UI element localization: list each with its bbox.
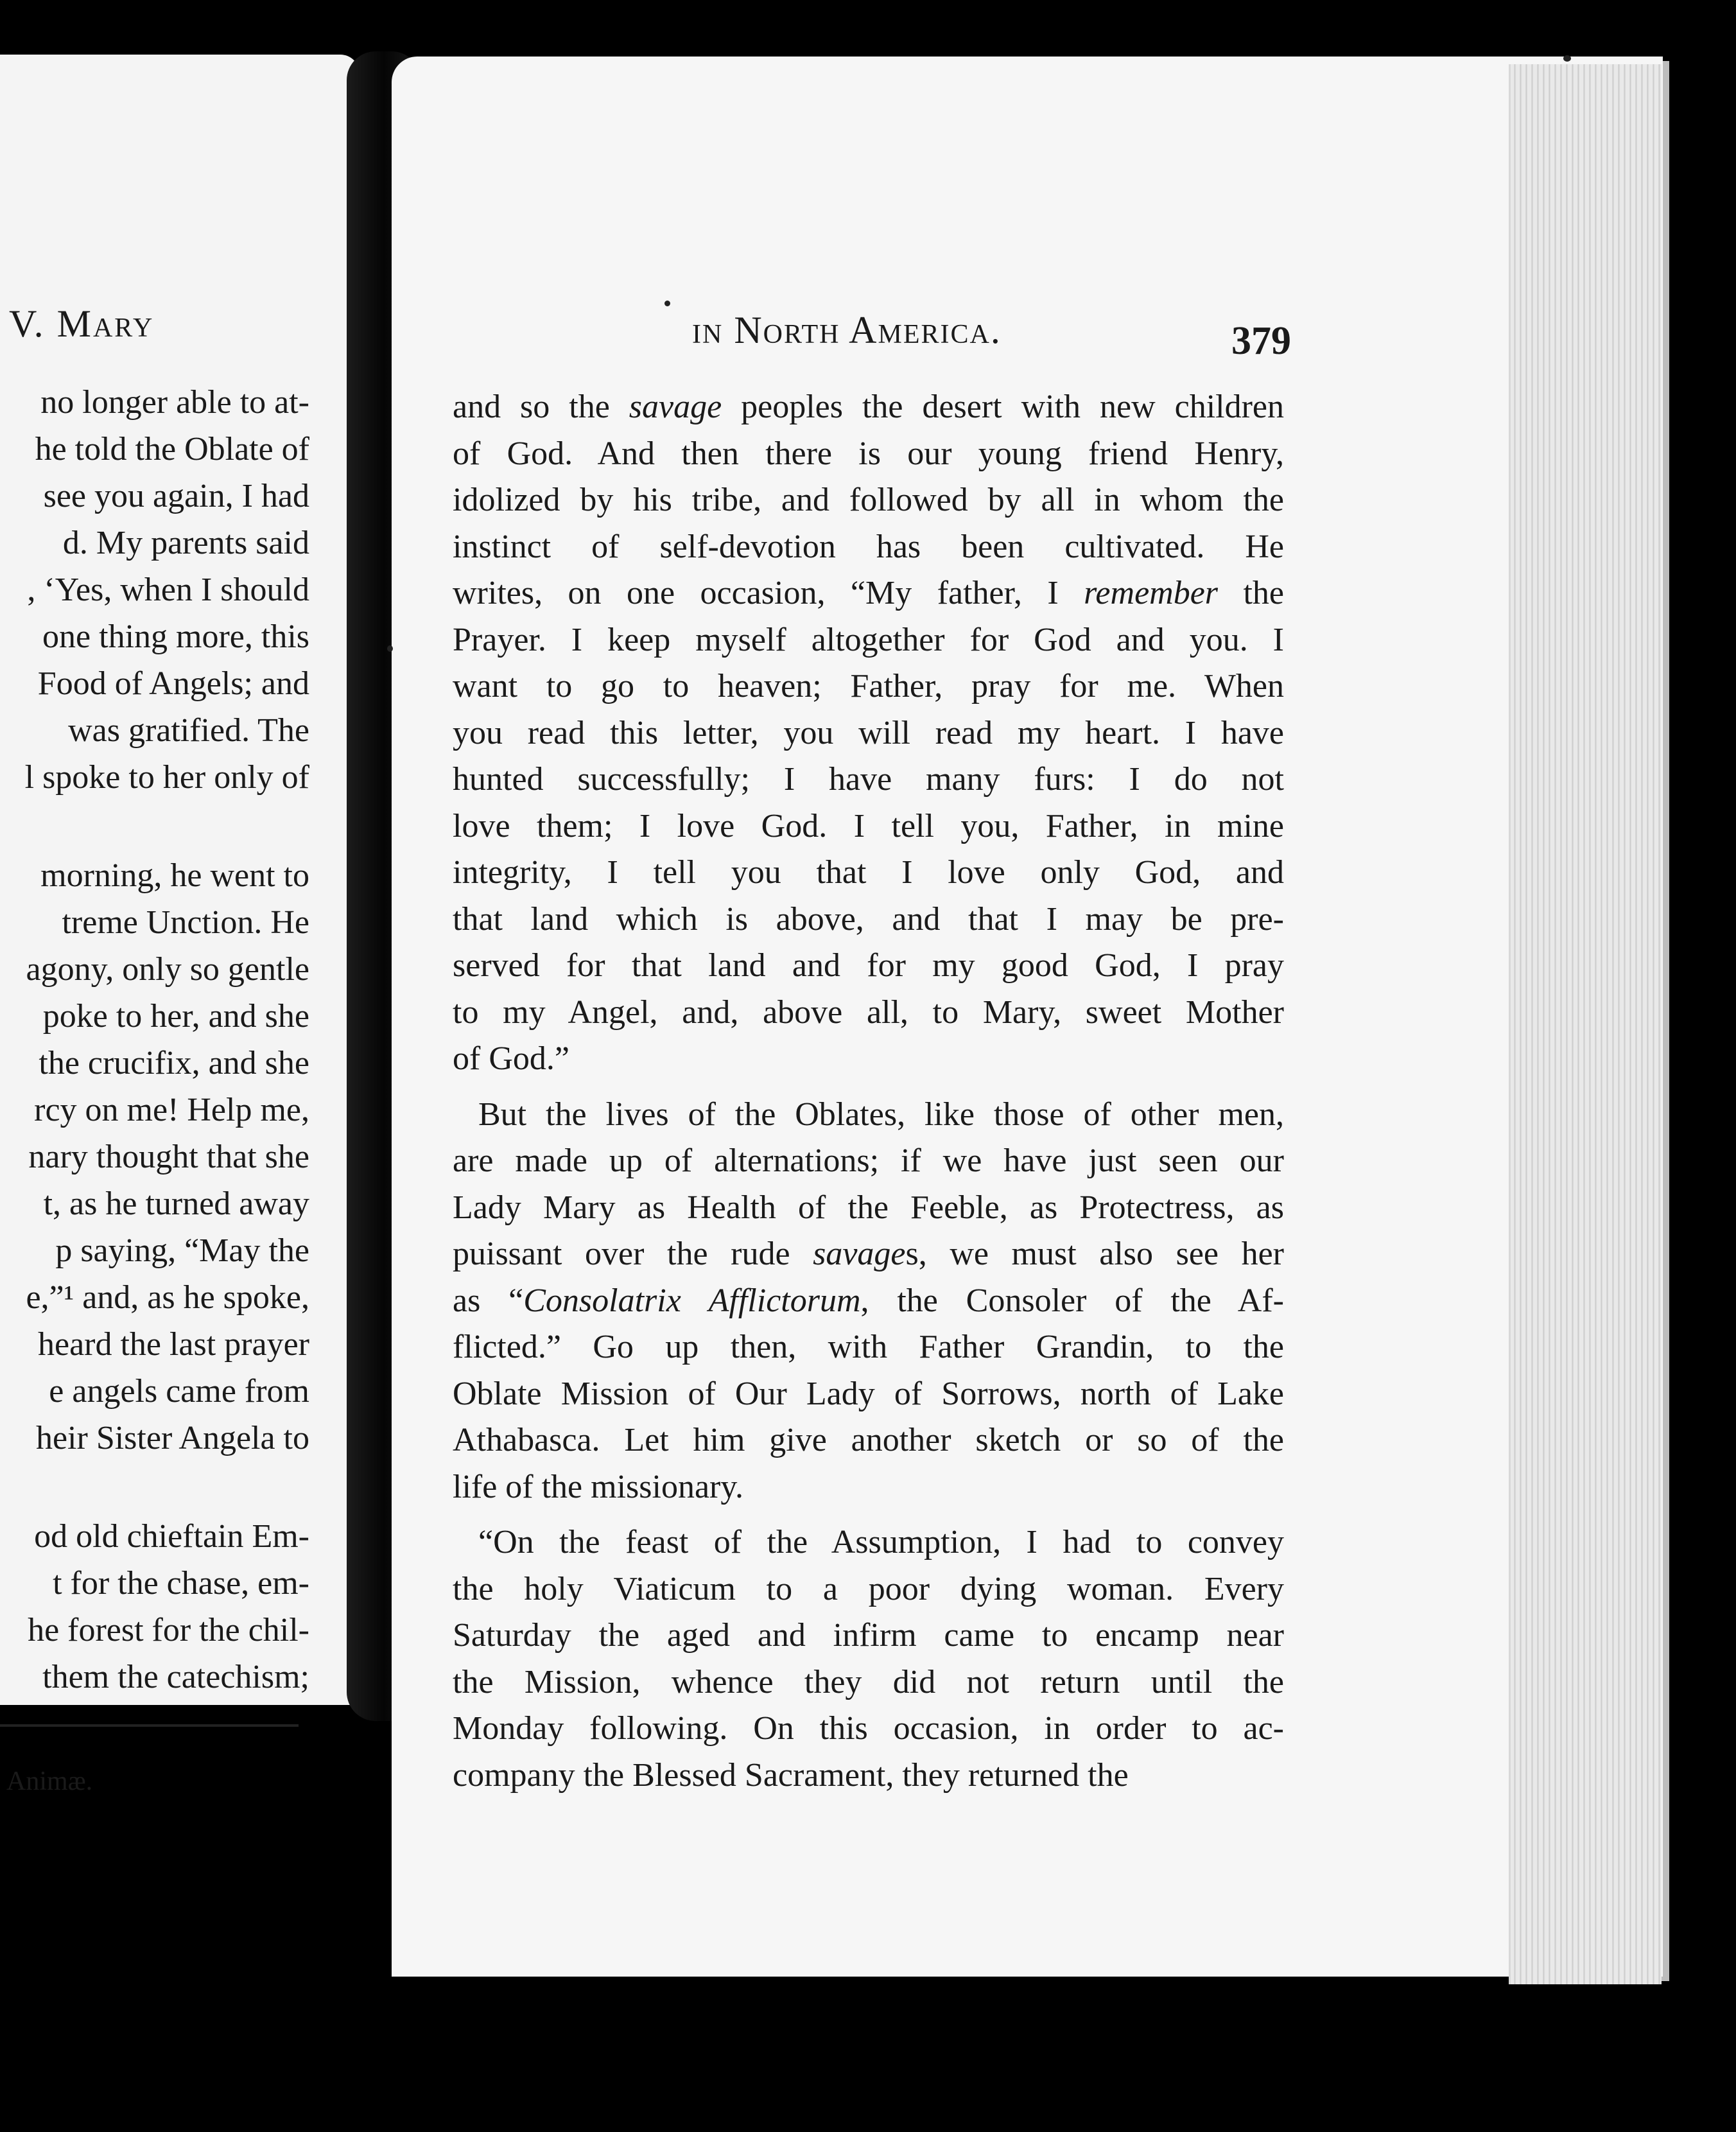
text-line: are made up of alternations; if we have just seen our — [453, 1142, 1284, 1179]
text-line: rcy on me! Help me, — [34, 1092, 309, 1128]
text-line: of God.” — [453, 1040, 569, 1077]
text-line: Food of Angels; and — [37, 665, 309, 702]
text-line: e angels came from — [49, 1373, 309, 1410]
text-line: served for that land and for my good God, I pray — [453, 947, 1284, 984]
text-line: Prayer. I keep myself altogether for God and you. I — [453, 621, 1284, 658]
left-footnote: Animæ. — [6, 1767, 93, 1796]
text-line: to my Angel, and, above all, to Mary, sweet Mother — [453, 993, 1284, 1031]
text-line: company the Blessed Sacrament, they returned the — [453, 1756, 1129, 1794]
text-line: “On the feast of the Assumption, I had to convey — [478, 1524, 1284, 1560]
text-line: Oblate Mission of Our Lady of Sorrows, north of Lake — [453, 1375, 1284, 1412]
text-line: morning, he went to — [40, 857, 309, 894]
text-line: the holy Viaticum to a poor dying woman. Every — [453, 1570, 1284, 1607]
text-line: life of the missionary. — [453, 1468, 743, 1505]
text-line: od old chieftain Em- — [34, 1518, 309, 1555]
text-line: idolized by his tribe, and followed by all in whom the — [453, 482, 1284, 518]
text-line: puissant over the rude savages, we must also see her — [453, 1236, 1284, 1272]
text-line: treme Unction. He — [62, 904, 309, 941]
text-line: integrity, I tell you that I love only God, and — [453, 854, 1284, 891]
text-line: was gratified. The — [68, 712, 309, 749]
text-line: poke to her, and she — [42, 998, 309, 1035]
text-line: t for the chase, em- — [53, 1565, 309, 1602]
text-line: you read this letter, you will read my heart. I have — [453, 714, 1284, 751]
text-line: want to go to heaven; Father, pray for me. When — [453, 668, 1284, 704]
running-head: in North America. — [692, 309, 1002, 351]
text-line: , ‘Yes, when I should — [27, 572, 309, 608]
text-line: them the catechism; — [42, 1659, 309, 1695]
text-line: Monday following. On this occasion, in order to ac- — [453, 1710, 1284, 1747]
left-page-text — [0, 379, 309, 1700]
text-line: d. My parents said — [62, 525, 309, 561]
text-line: agony, only so gentle — [26, 951, 309, 988]
stacked-page-edges — [1509, 64, 1662, 1984]
text-line: and so the savage peoples the desert with new children — [453, 389, 1284, 425]
text-line: of God. And then there is our young friend Henry, — [453, 435, 1284, 472]
text-line: heir Sister Angela to — [35, 1420, 309, 1456]
text-line: hunted successfully; I have many furs: I do not — [453, 761, 1284, 798]
text-line: he forest for the chil- — [28, 1612, 309, 1648]
text-line: writes, on one occasion, “My father, I remember the — [453, 575, 1285, 611]
main-text-block — [453, 384, 1284, 1799]
text-line: love them; I love God. I tell you, Father, in mine — [453, 807, 1284, 844]
text-line: that land which is above, and that I may be pre- — [453, 900, 1284, 938]
left-running-head: V. Mary — [9, 302, 155, 345]
text-line: see you again, I had — [43, 478, 309, 514]
text-line: But the lives of the Oblates, like those of other men, — [478, 1096, 1284, 1133]
text-line: as “Consolatrix Afflictorum, the Consoler of the Af- — [453, 1282, 1284, 1319]
text-line: the Mission, whence they did not return until the — [453, 1663, 1284, 1700]
text-line: he told the Oblate of — [35, 431, 309, 467]
text-line: Saturday the aged and infirm came to encamp near — [453, 1617, 1284, 1654]
scan-speck — [1563, 55, 1571, 62]
scan-speck — [664, 301, 670, 306]
text-line: Lady Mary as Health of the Feeble, as Protectress, as — [453, 1189, 1284, 1226]
text-line: the crucifix, and she — [39, 1045, 309, 1081]
text-line: Athabasca. Let him give another sketch or so of the — [453, 1422, 1284, 1458]
text-line: heard the last prayer — [37, 1326, 309, 1363]
text-line: no longer able to at- — [40, 384, 309, 421]
text-line: p saying, “May the — [55, 1232, 309, 1269]
left-page — [0, 55, 360, 1796]
scan-speck — [387, 645, 393, 652]
text-line: one thing more, this — [42, 618, 309, 655]
text-line: flicted.” Go up then, with Father Grandin, to the — [453, 1329, 1284, 1365]
text-line: l spoke to her only of — [24, 759, 309, 796]
text-line: instinct of self-devotion has been cultivated. He — [453, 528, 1284, 565]
text-line: nary thought that she — [28, 1139, 309, 1175]
text-line: t, as he turned away — [43, 1185, 309, 1222]
page-number: 379 — [1231, 319, 1291, 363]
text-line: e,”¹ and, as he spoke, — [26, 1279, 309, 1316]
footnote-divider — [0, 1724, 299, 1727]
